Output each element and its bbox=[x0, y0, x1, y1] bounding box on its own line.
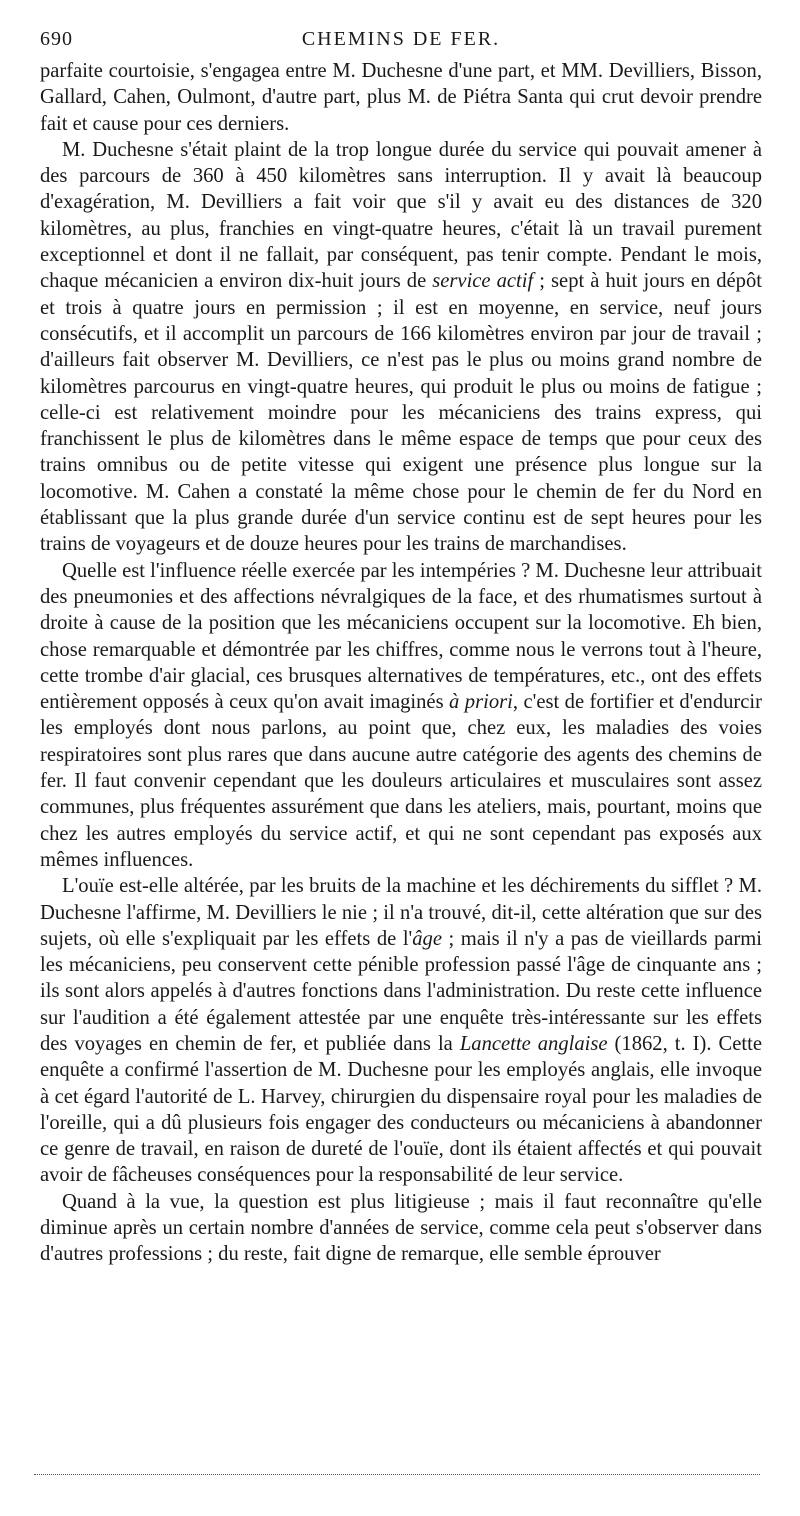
paragraph-text: ; sept à huit jours en dépôt et trois à quatre jours en permission ; il est en moyenne, en service, neuf jours consécutifs, et il accomplit un parcours de 166 kilomètres environ par jour de travail ; d'ailleurs fait observer M. Devilliers, ce n'est pas le plus ou moins grand nombre de kilomètres parcourus en vingt-quatre heures, qui produit le plus ou moins de fatigue ; celle-ci est relativement moindre pour les mécaniciens des trains express, qui franchissent le plus de kilomètres dans le même espace de temps que pour ceux des trains omnibus ou de petite vitesse qui exigent une présence plus longue sur la locomotive. M. Cahen a constaté la même chose pour le chemin de fer du Nord en établissant que la plus grande durée d'un service continu est de sept heures pour les trains de voyageurs et de douze heures pour les trains de marchandises. bbox=[40, 270, 762, 556]
paragraph-hearing bbox=[40, 873, 762, 1189]
paragraph-text: Quand à la vue, la question est plus litigieuse ; mais il faut reconnaître qu'elle diminue après un certain nombre d'années de service, comme cela peut s'observer dans d'autres professions ; du reste, fait digne de remarque, elle semble éprouver bbox=[40, 1190, 762, 1266]
book-page bbox=[40, 28, 762, 1268]
italic-term: à priori bbox=[449, 691, 513, 714]
paragraph-text: M. Duchesne s'était plaint de la trop longue durée du service qui pouvait amener à des parcours de 360 à 450 kilomètres sans interruption. Il y avait là beaucoup d'exagération, M. Devilliers a fait voir que s'il y avait eu des distances de 320 kilomètres, au plus, franchies en vingt-quatre heures, c'était là un travail purement exceptionnel et dont il ne fallait, par conséquent, pas tenir compte. Pendant le mois, chaque mécanicien a environ dix-huit jours de bbox=[40, 138, 762, 293]
running-header bbox=[40, 28, 762, 58]
paragraph-weather-influence bbox=[40, 558, 762, 874]
paragraph-text: , c'est de fortifier et d'endurcir les employés dont nous parlons, au point que, chez eux, les maladies des voies respiratoires sont plus rares que dans aucune autre catégorie des agents des chemins de fer. Il faut convenir cependant que les douleurs articulaires et musculaires sont assez communes, plus fréquentes assurément que dans les ateliers, mais, pourtant, moins que chez les autres employés du service actif, et qui ne sont cependant pas exposés aux mêmes influences. bbox=[40, 691, 762, 871]
paragraph-text: ; mais il n'y a pas de vieillards parmi les mécaniciens, peu conservent cette pénible profession passé l'âge de cinquante ans ; ils sont alors appelés à d'autres fonctions dans l'administration. Du reste cette influence sur l'audition a été également attestée par une enquête très-intéressante sur les effets des voyages en chemin de fer, et publiée dans la bbox=[40, 927, 762, 1055]
italic-term: service actif bbox=[432, 270, 534, 293]
paragraph-vision bbox=[40, 1189, 762, 1268]
footer-dotted-rule bbox=[34, 1474, 760, 1475]
page-number: 690 bbox=[40, 28, 73, 50]
paragraph-text: Quelle est l'influence réelle exercée par les intempéries ? M. Duchesne leur attribuait des pneumonies et des affections névralgiques de la face, et des rhumatismes surtout à droite à cause de la position que les mécaniciens occupent sur la locomotive. Eh bien, chose remarquable et démontrée par les chiffres, comme nous le verrons tout à l'heure, cette trombe d'air glacial, ces brusques alternatives de températures, etc., ont des effets entièrement opposés à ceux qu'on avait imaginés bbox=[40, 559, 762, 714]
paragraph-continuation bbox=[40, 58, 762, 137]
paragraph-text: (1862, t. I). Cette enquête a confirmé l'assertion de M. Duchesne pour les employés anglais, elle invoque à cet égard l'autorité de L. Harvey, chirurgien du dispensaire royal pour les maladies de l'oreille, qui a dû plusieurs fois engager des conducteurs ou mécaniciens à abandonner ce genre de travail, en raison de dureté de l'ouïe, dont ils étaient affectés et qui pouvait avoir de fâcheuses conséquences pour la responsabilité de leur service. bbox=[40, 1032, 762, 1187]
paragraph-text: parfaite courtoisie, s'engagea entre M. Duchesne d'une part, et MM. Devilliers, Bisson, Gallard, Cahen, Oulmont, d'autre part, plus M. de Piétra Santa qui crut devoir prendre fait et cause pour ces derniers. bbox=[40, 60, 762, 135]
paragraph-service-duration bbox=[40, 137, 762, 558]
paragraph-text: L'ouïe est-elle altérée, par les bruits de la machine et les déchirements du sifflet ? M. Duchesne l'affirme, M. Devilliers le nie ; il n'a trouvé, dit-il, cette altération que sur des sujets, où elle s'expliquait par les effets de l' bbox=[40, 875, 762, 950]
italic-term: âge bbox=[412, 927, 442, 950]
running-title: CHEMINS DE FER. bbox=[301, 28, 501, 50]
italic-publication-title: Lancette anglaise bbox=[459, 1032, 608, 1055]
